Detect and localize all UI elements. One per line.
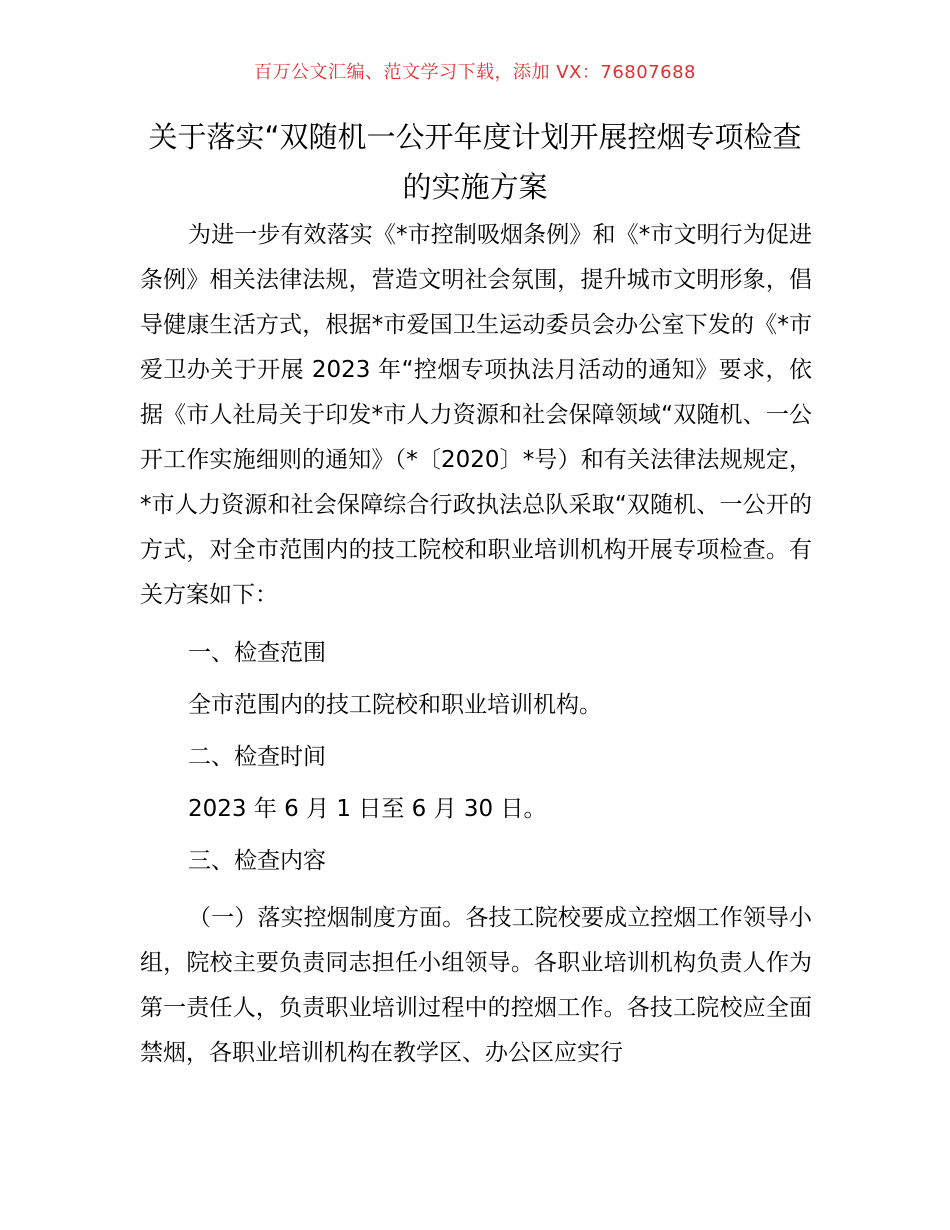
section-2-text: 2023 年 6 月 1 日至 6 月 30 日。 xyxy=(188,796,547,822)
document-body xyxy=(140,213,812,1076)
document-title: 关于落实“双随机一公开年度计划开展控烟专项检查的实施方案 xyxy=(148,120,802,204)
header-watermark-note: 百万公文汇编、范文学习下载，添加 VX：76807688 xyxy=(254,62,696,83)
section-3-heading: 三、检查内容 xyxy=(188,848,326,874)
intro-paragraph: 为进一步有效落实《*市控制吸烟条例》和《*市文明行为促进条例》相关法律法规，营造文明社会氛围，提升城市文明形象，倡导健康生活方式，根据*市爱国卫生运动委员会办公室下发的《*市爱卫办关于开展 2023 年“控烟专项执法月活动的通知》要求，依据《市人社局关于印发*市人力资源和社会保障领域“双随机、一公开工作实施细则的通知》（*〔2020〕*号）和有关法律法规规定，*市人力资源和社会保障综合行政执法总队采取“双随机、一公开的方式，对全市范围内的技工院校和职业培训机构开展专项检查。有关方案如下： xyxy=(140,222,812,608)
section-1-text: 全市范围内的技工院校和职业培训机构。 xyxy=(188,692,602,718)
section-1-heading: 一、检查范围 xyxy=(188,640,326,666)
section-3-item-1: （一）落实控烟制度方面。各技工院校要成立控烟工作领导小组，院校主要负责同志担任小组领导。各职业培训机构负责人作为第一责任人，负责职业培训过程中的控烟工作。各技工院校应全面禁烟，各职业培训机构在教学区、办公区应实行 xyxy=(140,905,812,1066)
section-2-heading: 二、检查时间 xyxy=(188,744,326,770)
